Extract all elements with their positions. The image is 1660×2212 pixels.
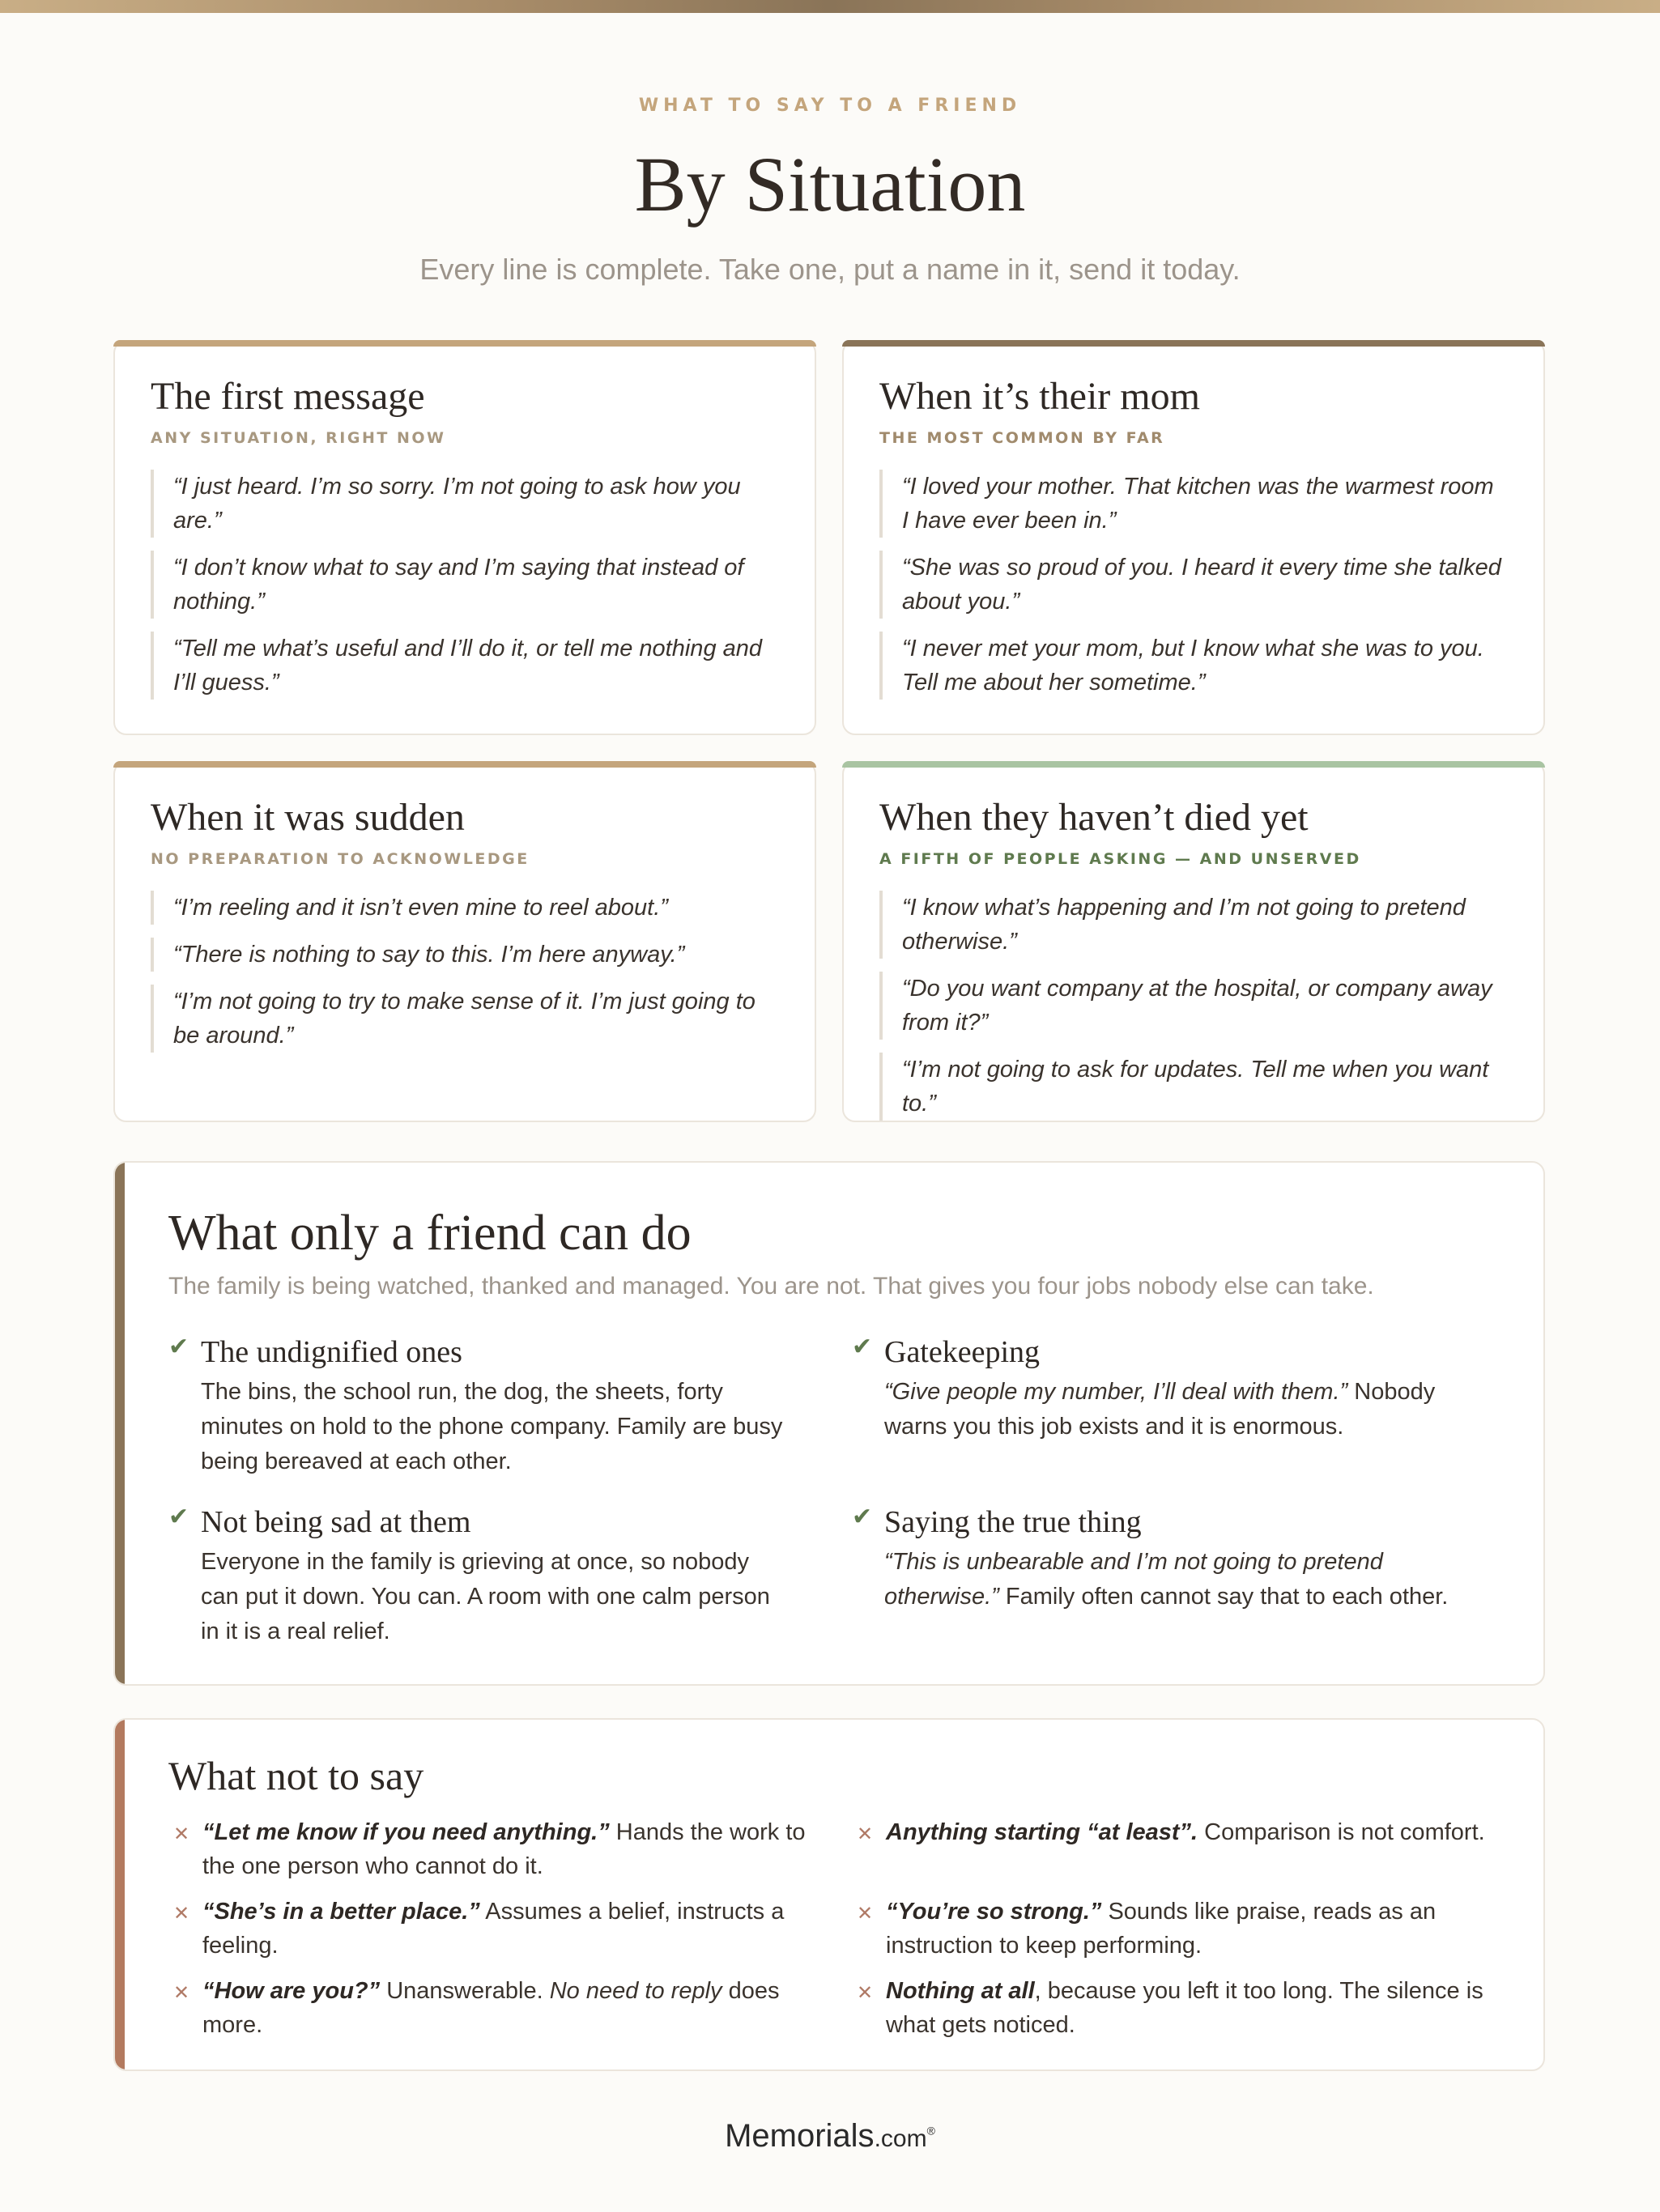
dont-phrase: “She’s in a better place.” <box>202 1899 480 1925</box>
job-quote: “Give people my number, I’ll deal with them.” <box>884 1379 1348 1405</box>
job-text <box>852 1545 1467 1614</box>
job-text-body: Nobody warns you this job exists and it is enormous. <box>884 1379 1436 1440</box>
situation-card-sudden <box>113 761 816 1122</box>
logo-registered-mark: ® <box>926 2124 935 2138</box>
page-subtitle: Every line is complete. Take one, put a name in it, send it today. <box>419 253 1241 286</box>
quote: “Do you want company at the hospital, or company away from it?” <box>879 972 1503 1040</box>
quote: “I just heard. I’m so sorry. I’m not going to ask how you are.” <box>151 470 774 538</box>
panel-accent-line <box>115 1720 125 2069</box>
check-icon: ✔ <box>852 1333 873 1361</box>
job-text-body: The bins, the school run, the dog, the sheets, forty minutes on hold to the phone company. Family are busy being bereaved at each other. <box>201 1379 783 1474</box>
logo-main: Memorials <box>725 2118 875 2154</box>
cross-icon: ✕ <box>173 1981 190 2004</box>
job-title: The undignified ones <box>201 1335 462 1369</box>
panel-title: What only a friend can do <box>168 1206 692 1261</box>
job-text-body: Family often cannot say that to each other. <box>998 1584 1449 1610</box>
dont-item <box>173 1974 821 2042</box>
cross-icon: ✕ <box>857 1902 874 1925</box>
cross-icon: ✕ <box>173 1823 190 1845</box>
dont-reason: Hands the work to the one person who cannot do it. <box>202 1819 806 1879</box>
friend-job-item <box>852 1503 1467 1614</box>
job-quote: “This is unbearable and I’m not going to pretend otherwise.” <box>884 1549 1383 1610</box>
dont-phrase: “Let me know if you need anything.” <box>202 1819 610 1845</box>
dont-item <box>173 1815 821 1883</box>
check-icon: ✔ <box>168 1503 189 1531</box>
dont-item <box>857 1815 1505 1849</box>
job-title: Saying the true thing <box>884 1505 1142 1539</box>
panel-title: What not to say <box>168 1753 424 1798</box>
card-title: The first message <box>151 375 425 418</box>
dont-item <box>857 1974 1505 2042</box>
quote-list <box>879 891 1503 1134</box>
card-kicker: ANY SITUATION, RIGHT NOW <box>151 429 446 447</box>
dont-reason: Comparison is not comfort. <box>1198 1819 1485 1845</box>
situation-card-their-mom <box>842 340 1545 735</box>
situation-card-not-died-yet <box>842 761 1545 1122</box>
dont-reason: Sounds like praise, reads as an instruction to keep performing. <box>886 1899 1437 1959</box>
quote-list <box>151 891 774 1066</box>
logo-suffix: .com <box>874 2125 927 2152</box>
quote: “I’m not going to ask for updates. Tell me when you want to.” <box>879 1053 1503 1121</box>
quote: “Tell me what’s useful and I’ll do it, or tell me nothing and I’ll guess.” <box>151 632 774 700</box>
cross-icon: ✕ <box>857 1981 874 2004</box>
what-not-to-say-panel <box>113 1718 1545 2071</box>
job-title: Not being sad at them <box>201 1505 471 1539</box>
dont-item <box>173 1895 821 1963</box>
quote-list <box>151 470 774 713</box>
quote: “I loved your mother. That kitchen was the warmest room I have ever been in.” <box>879 470 1503 538</box>
quote: “She was so proud of you. I heard it every time she talked about you.” <box>879 551 1503 619</box>
dont-reason: Assumes a belief, instructs a feeling. <box>202 1899 785 1959</box>
friend-job-item <box>168 1503 784 1649</box>
job-text <box>852 1375 1467 1444</box>
situation-card-first-message <box>113 340 816 735</box>
page-title: By Situation <box>634 141 1026 228</box>
friend-job-item <box>852 1333 1467 1444</box>
job-text-body: Everyone in the family is grieving at once, so nobody can put it down. You can. A room with one calm person in it is a real relief. <box>201 1549 770 1644</box>
dont-reason: , because you left it too long. The silence is what gets noticed. <box>886 1978 1483 2038</box>
quote: “I don’t know what to say and I’m saying that instead of nothing.” <box>151 551 774 619</box>
memorials-logo <box>0 2118 1660 2155</box>
friend-job-item <box>168 1333 784 1479</box>
check-icon: ✔ <box>168 1333 189 1361</box>
dont-phrase: Anything starting “at least”. <box>886 1819 1198 1845</box>
card-kicker: NO PREPARATION TO ACKNOWLEDGE <box>151 850 530 868</box>
dont-tail: does more. <box>202 1978 780 2038</box>
panel-accent-line <box>115 1163 125 1684</box>
dont-item <box>857 1895 1505 1963</box>
cross-icon: ✕ <box>857 1823 874 1845</box>
job-text <box>168 1545 784 1649</box>
panel-lead: The family is being watched, thanked and managed. You are not. That gives you four jobs nobody else can take. <box>168 1273 1374 1300</box>
quote: “I’m not going to try to make sense of it. I’m just going to be around.” <box>151 985 774 1053</box>
dont-italic: No need to reply <box>549 1978 722 2004</box>
quote: “I know what’s happening and I’m not going to pretend otherwise.” <box>879 891 1503 959</box>
cross-icon: ✕ <box>173 1902 190 1925</box>
quote: “I never met your mom, but I know what she was to you. Tell me about her sometime.” <box>879 632 1503 700</box>
quote: “I’m reeling and it isn’t even mine to reel about.” <box>151 891 774 925</box>
top-accent-bar <box>0 0 1660 13</box>
card-kicker: THE MOST COMMON BY FAR <box>879 429 1165 447</box>
job-text <box>168 1375 784 1479</box>
eyebrow: WHAT TO SAY TO A FRIEND <box>638 96 1022 116</box>
card-title: When it was sudden <box>151 796 465 839</box>
dont-reason: Unanswerable. <box>380 1978 550 2004</box>
dont-phrase: “How are you?” <box>202 1978 381 2004</box>
card-accent-line <box>113 761 816 768</box>
card-accent-line <box>113 340 816 347</box>
card-title: When it’s their mom <box>879 375 1200 418</box>
check-icon: ✔ <box>852 1503 873 1531</box>
quote-list <box>879 470 1503 713</box>
card-title: When they haven’t died yet <box>879 796 1309 839</box>
card-accent-line <box>842 761 1545 768</box>
friend-jobs-panel <box>113 1161 1545 1686</box>
card-kicker: A FIFTH OF PEOPLE ASKING — AND UNSERVED <box>879 850 1361 868</box>
quote: “There is nothing to say to this. I’m here anyway.” <box>151 938 774 972</box>
job-title: Gatekeeping <box>884 1335 1041 1369</box>
dont-phrase: “You’re so strong.” <box>886 1899 1102 1925</box>
card-accent-line <box>842 340 1545 347</box>
dont-phrase: Nothing at all <box>886 1978 1035 2004</box>
